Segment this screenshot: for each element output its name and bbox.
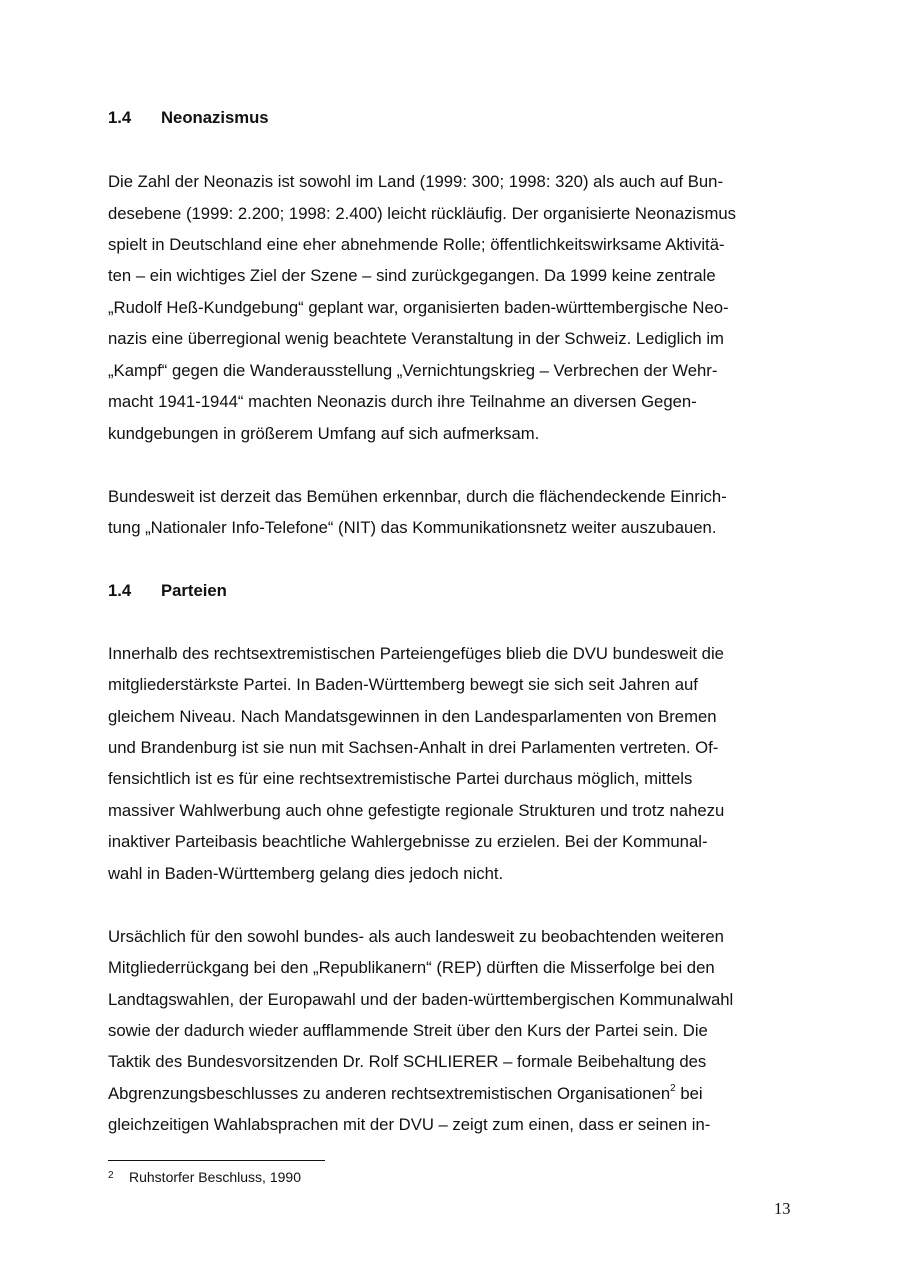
paragraph-line: spielt in Deutschland eine eher abnehmende Rolle; öffentlichkeitswirksame Aktivitä-: [108, 235, 725, 254]
paragraph-line: Mitgliederrückgang bei den „Republikanern“ (REP) dürften die Misserfolge bei den: [108, 958, 715, 977]
paragraph-line: macht 1941-1944“ machten Neonazis durch ihre Teilnahme an diversen Gegen-: [108, 392, 697, 411]
footnote-divider: [108, 1160, 325, 1161]
section-title: Parteien: [161, 581, 227, 600]
footnote-text: Ruhstorfer Beschluss, 1990: [129, 1169, 301, 1185]
paragraph-line: mitgliederstärkste Partei. In Baden-Württemberg bewegt sie sich seit Jahren auf: [108, 675, 698, 694]
section-title: Neonazismus: [161, 108, 269, 127]
paragraph-line: kundgebungen in größerem Umfang auf sich aufmerksam.: [108, 424, 540, 443]
paragraph-line: desebene (1999: 2.200; 1998: 2.400) leicht rückläufig. Der organisierte Neonazismus: [108, 204, 737, 223]
paragraph-text: Abgrenzungsbeschlusses zu anderen rechtsextremistischen Organisationen: [108, 1084, 671, 1103]
paragraph-line: Taktik des Bundesvorsitzenden Dr. Rolf SCHLIERER – formale Beibehaltung des: [108, 1052, 707, 1071]
paragraph-line: fensichtlich ist es für eine rechtsextremistische Partei durchaus möglich, mittels: [108, 769, 693, 788]
footnote-mark: 2: [108, 1170, 114, 1181]
paragraph-line: Landtagswahlen, der Europawahl und der baden-württembergischen Kommunalwahl: [108, 990, 734, 1009]
paragraph-line: wahl in Baden-Württemberg gelang dies jedoch nicht.: [108, 864, 504, 883]
footnote: [108, 1168, 301, 1186]
section-heading-parteien: [108, 581, 227, 601]
paragraph-line: inaktiver Parteibasis beachtliche Wahlergebnisse zu erzielen. Bei der Kommunal-: [108, 832, 708, 851]
paragraph-line: ten – ein wichtiges Ziel der Szene – sind zurückgegangen. Da 1999 keine zentrale: [108, 266, 716, 285]
paragraph-text: bei: [675, 1084, 703, 1103]
footnote-reference[interactable]: 2: [670, 1083, 676, 1095]
paragraph-line: [108, 1084, 703, 1104]
paragraph-line: Die Zahl der Neonazis ist sowohl im Land (1999: 300; 1998: 320) als auch auf Bun-: [108, 172, 724, 191]
paragraph-line: gleichzeitigen Wahlabsprachen mit der DVU – zeigt zum einen, dass er seinen in-: [108, 1115, 711, 1134]
paragraph-line: massiver Wahlwerbung auch ohne gefestigte regionale Strukturen und trotz nahezu: [108, 801, 725, 820]
paragraph-line: Bundesweit ist derzeit das Bemühen erkennbar, durch die flächendeckende Einrich-: [108, 487, 727, 506]
section-heading-neonazismus: [108, 108, 269, 128]
paragraph-line: tung „Nationaler Info-Telefone“ (NIT) das Kommunikationsnetz weiter auszubauen.: [108, 518, 717, 537]
paragraph-line: und Brandenburg ist sie nun mit Sachsen-Anhalt in drei Parlamenten vertreten. Of-: [108, 738, 719, 757]
page-number: 13: [774, 1199, 791, 1218]
paragraph-line: nazis eine überregional wenig beachtete Veranstaltung in der Schweiz. Lediglich im: [108, 329, 724, 348]
section-number: 1.4: [108, 581, 132, 600]
paragraph-line: Innerhalb des rechtsextremistischen Parteiengefüges blieb die DVU bundesweit die: [108, 644, 724, 663]
paragraph-line: Ursächlich für den sowohl bundes- als auch landesweit zu beobachtenden weiteren: [108, 927, 724, 946]
paragraph-line: gleichem Niveau. Nach Mandatsgewinnen in den Landesparlamenten von Bremen: [108, 707, 717, 726]
section-number: 1.4: [108, 108, 132, 127]
paragraph-line: „Kampf“ gegen die Wanderausstellung „Vernichtungskrieg – Verbrechen der Wehr-: [108, 361, 718, 380]
paragraph-line: sowie der dadurch wieder aufflammende Streit über den Kurs der Partei sein. Die: [108, 1021, 708, 1040]
paragraph-line: „Rudolf Heß-Kundgebung“ geplant war, organisierten baden-württembergische Neo-: [108, 298, 729, 317]
